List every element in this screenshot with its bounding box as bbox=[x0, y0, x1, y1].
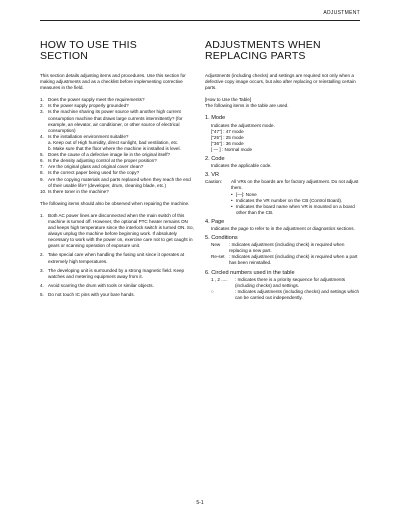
page-title: 4. Page bbox=[205, 218, 225, 225]
list-item: a. Keep out of High humidity, direct sunlight, bad ventilation, etc. bbox=[48, 139, 179, 145]
repair-intro: The following items should also be observed when repairing the machine. bbox=[40, 200, 190, 206]
right-column bbox=[205, 40, 360, 301]
conditions-title: 5. Conditions bbox=[205, 235, 238, 242]
header-rule bbox=[40, 20, 360, 21]
left-title: HOW TO USE THIS SECTION bbox=[40, 39, 137, 62]
list-item: 10. Is there toner in the machine? bbox=[40, 188, 109, 194]
page-number: 5-1 bbox=[196, 500, 204, 506]
list-item: 1. Both AC power lines are disconnected when the main switch of this machine is turned off. However, the optional PTC heater remains ON and keeps high temperature since the interlock switch is turned ON. So, always unplug the machine before beginning work. If absolutely necessary to work with the power on, exercise care not to get caught in gears or scanning operation of exposure unit. bbox=[40, 212, 194, 249]
list-item: 5. Does the cause of a defective image lie in the original itself? bbox=[40, 152, 171, 158]
conditions-block bbox=[205, 242, 360, 266]
list-item: 8. Is the correct paper being used for the copy? bbox=[40, 170, 140, 176]
checklist bbox=[40, 97, 195, 195]
list-item: 5. Do not touch IC pins with your bare hands. bbox=[40, 291, 135, 297]
vr-list bbox=[205, 192, 360, 216]
cond-new: New : Indicates adjustment (including check) is required when replacing a new part. bbox=[211, 242, 345, 254]
circled-block bbox=[205, 277, 360, 301]
mode-item: ["47"] : 47 mode bbox=[211, 128, 244, 134]
left-intro: This section details adjusting items and procedures. Use this section for making adjustments and as a checklist before implementing corrective measures in the field. bbox=[40, 73, 186, 91]
mode-block bbox=[205, 123, 360, 153]
list-item: 4. Avoid scarring the drum with tools or similar objects. bbox=[40, 282, 154, 288]
cond-reset: Re-set : Indicates adjustment (including check) is required when a part has been reinstalled. bbox=[211, 254, 358, 266]
mode-item: ["25"] : 25 mode bbox=[211, 134, 244, 140]
circled-numbers: 1 , 2 ..... : Indicates there is a priority sequence for adjustments (including checks) and settings. bbox=[211, 276, 346, 288]
right-title: ADJUSTMENTS WHEN REPLACING PARTS bbox=[205, 39, 321, 62]
repair-list bbox=[40, 213, 195, 298]
list-item: • Indicates the board name when VR is mounted on a board other than the CB. bbox=[231, 203, 355, 215]
list-item: 6. Is the density adjusting control at the proper position? bbox=[40, 158, 157, 164]
code-title: 2. Code bbox=[205, 156, 225, 163]
list-item: 2. Take special care when handling the fusing unit since it operates at extremely high temperatures. bbox=[40, 252, 185, 264]
list-item: 3. Is the machine sharing its power source with another high current consumption machine that draws large currents intermittently? (for example, an elevator, air conditioner, or other source of electrical consumption) bbox=[40, 109, 183, 133]
mode-item: [ — ] : Normal mode bbox=[211, 146, 253, 152]
caution-text: All VRs on the boards are for factory adjustment. Do not adjust them. bbox=[231, 179, 359, 191]
vr-title: 3. VR bbox=[205, 172, 219, 179]
section-name: ADJUSTMENT bbox=[323, 10, 360, 16]
list-item: 4. Is the installation environment suitable? bbox=[40, 133, 129, 139]
page-desc: Indicates the page to refer to in the adjustment or diagnostics sections. bbox=[211, 225, 355, 231]
list-item: • Indicates the VR number on the CB (Control Board). bbox=[231, 197, 343, 203]
list-item: 3. The developing unit is surrounded by a strong magnetic field. Keep watches and metering equipment away from it. bbox=[40, 267, 185, 279]
vr-caution bbox=[205, 179, 360, 191]
list-item: 7. Are the original glass and original cover clean? bbox=[40, 164, 144, 170]
page-header bbox=[40, 0, 360, 24]
caution-label: Caution: bbox=[205, 179, 223, 185]
code-desc: Indicates the applicable code. bbox=[211, 163, 272, 169]
list-item: 1. Does the power supply meet the requirements? bbox=[40, 97, 145, 103]
circled-blank: ○ : Indicates adjustments (including checks) and settings which can be carried out independently. bbox=[211, 288, 360, 300]
mode-title: 1. Mode bbox=[205, 115, 226, 122]
list-item: • [—]: None bbox=[231, 191, 257, 197]
list-item: 2. Is the power supply properly grounded? bbox=[40, 103, 129, 109]
list-item: b. Make sure that the floor where the machine is installed is level. bbox=[48, 146, 181, 152]
circled-title: 6. Circled numbers used in the table bbox=[205, 269, 295, 276]
list-item: 9. Are the copying materials and parts replaced when they reach the end of their usable life? (developer, drum, cleaning blade, etc.) bbox=[40, 176, 191, 188]
mode-desc: Indicates the adjustment mode. bbox=[211, 122, 275, 128]
how-to-text: The following items in the table are used. bbox=[205, 103, 289, 109]
right-intro: Adjustments (including checks) and settings are required not only when a defective copy image occurs, but also after replacing or reinstalling certain parts. bbox=[205, 73, 356, 91]
left-column bbox=[40, 40, 195, 304]
how-to-heading: [How to Use the Table] bbox=[205, 97, 252, 103]
mode-item: ["36"] : 36 mode bbox=[211, 140, 244, 146]
